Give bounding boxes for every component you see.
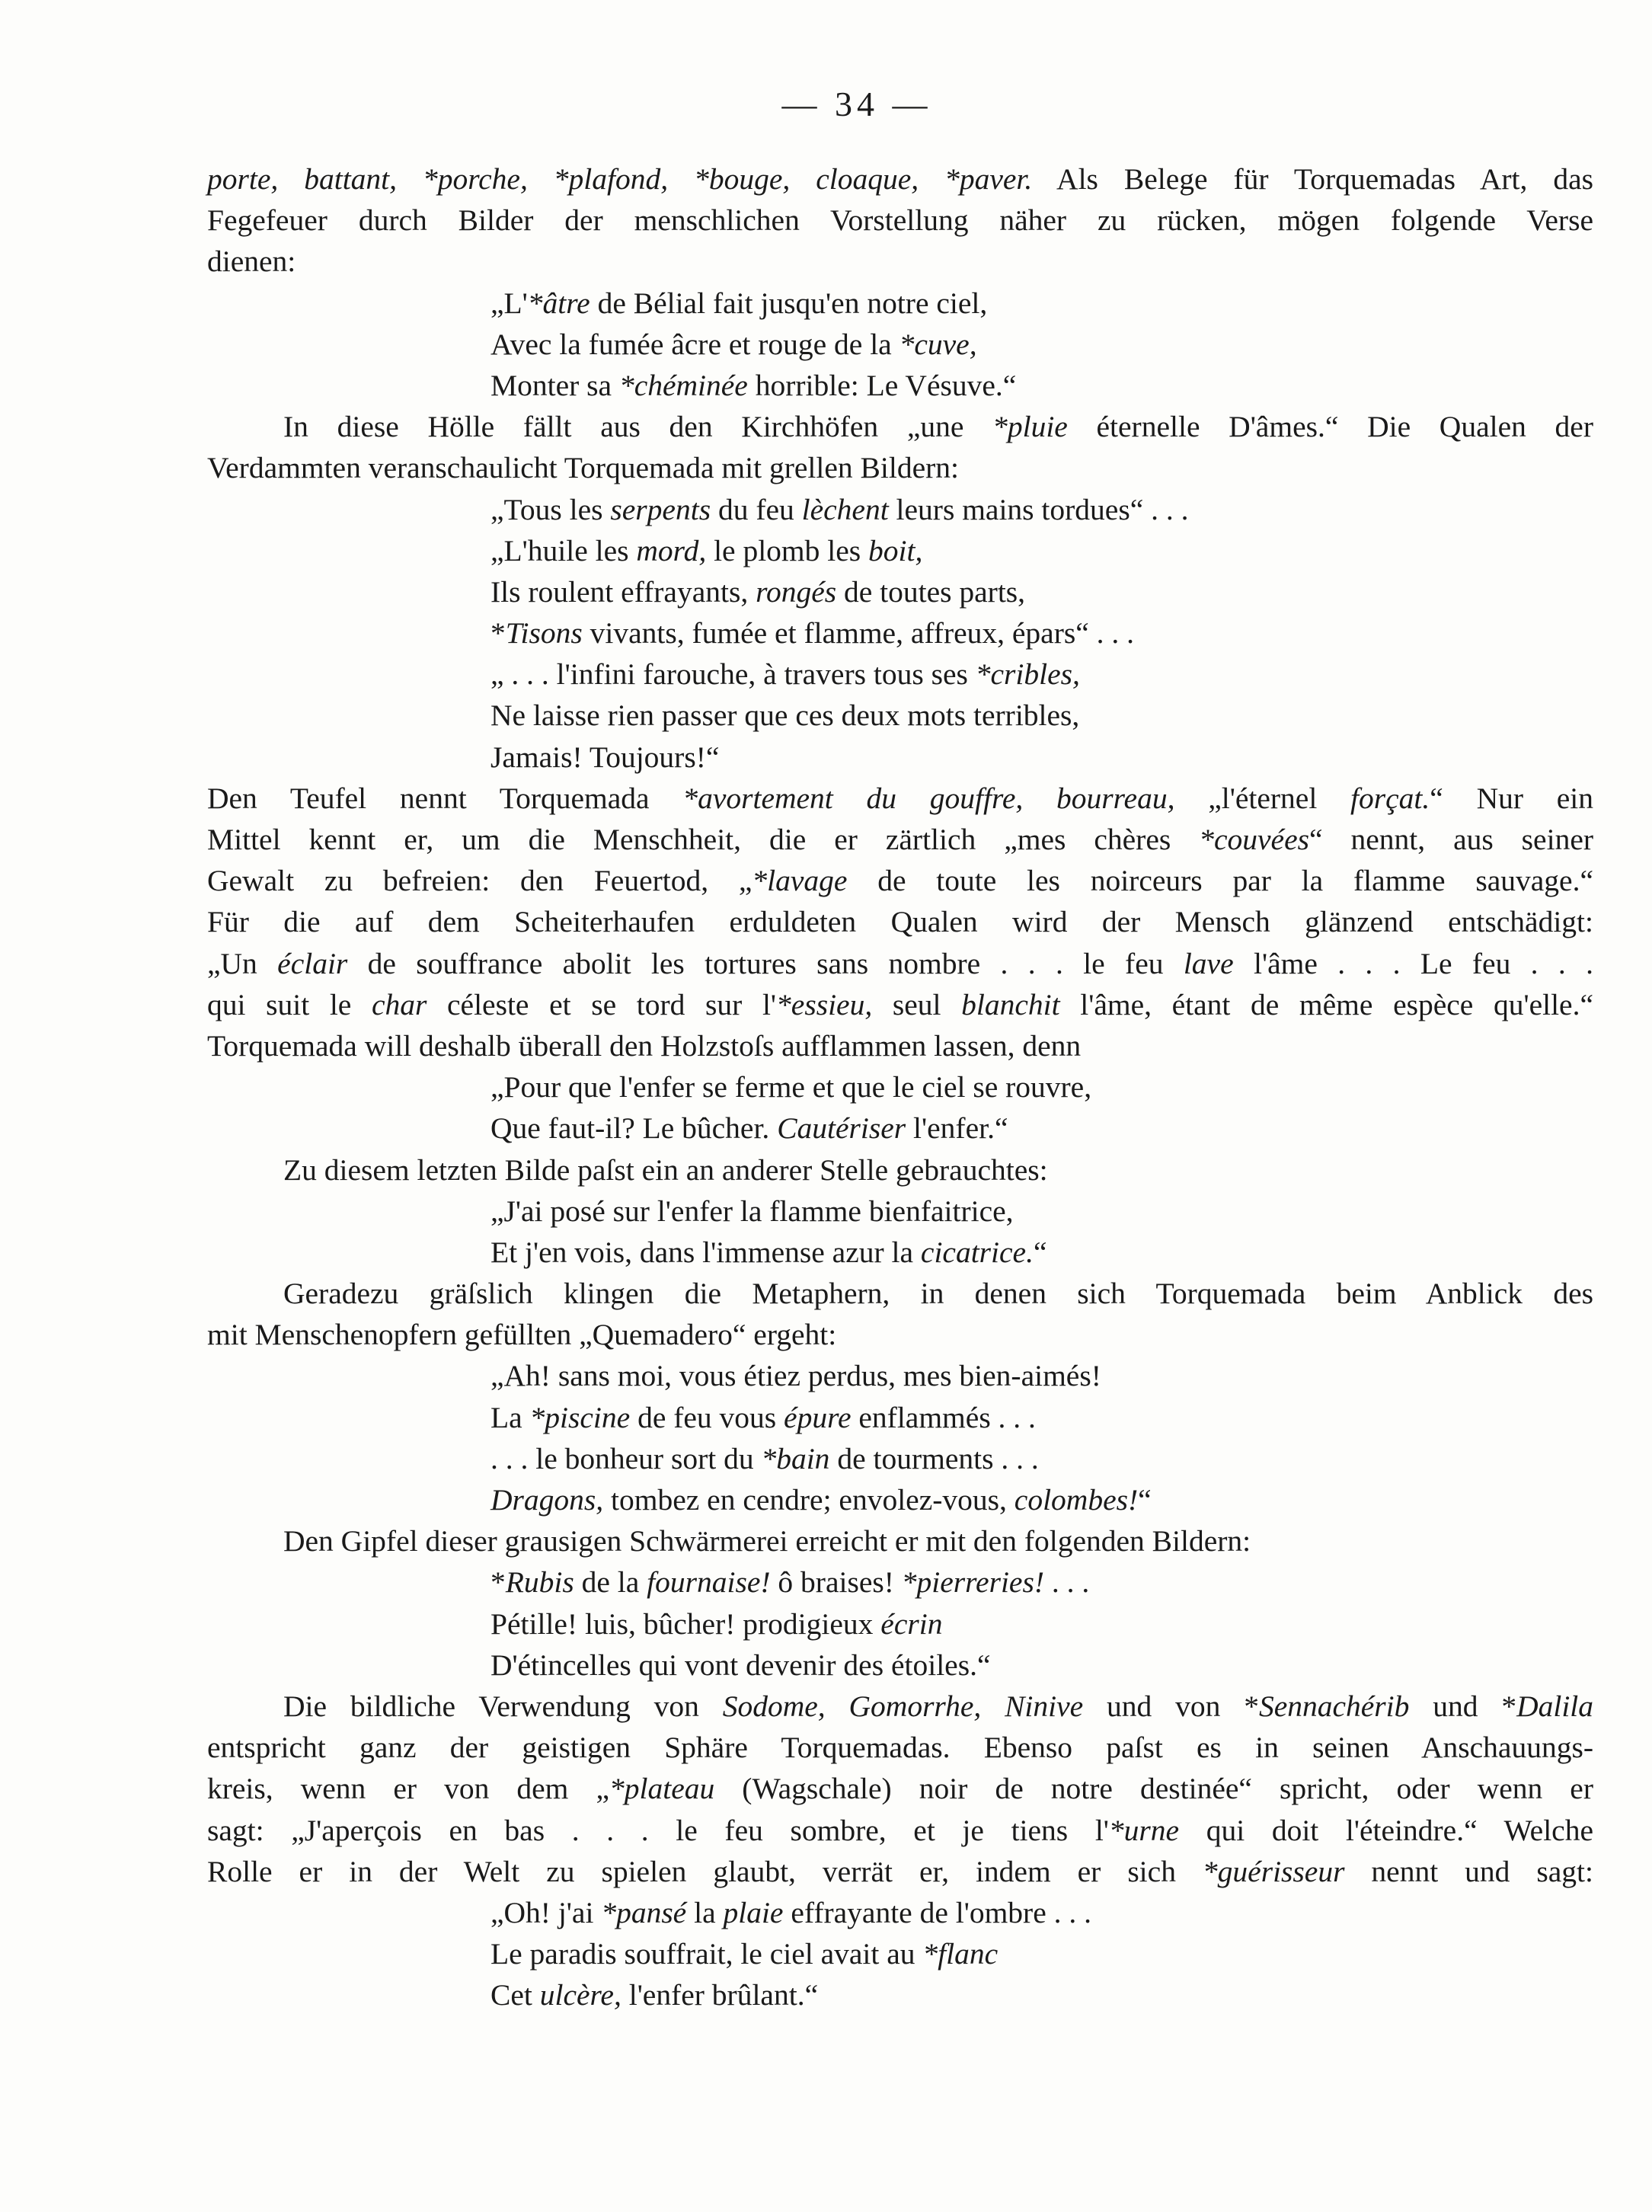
- text-segment: seul: [872, 987, 962, 1021]
- italic-text: écrin: [880, 1606, 943, 1641]
- text-line: [207, 1974, 1593, 2015]
- italic-text: serpents: [610, 492, 711, 526]
- italic-text: *pansé: [601, 1895, 687, 1929]
- text-segment: „J'ai posé sur l'enfer la flamme bienfaitrice,: [490, 1194, 1014, 1228]
- text-segment: Ils roulent effrayants,: [490, 574, 756, 609]
- text-segment: Monter sa: [490, 368, 619, 402]
- text-line: [207, 241, 1593, 282]
- text-line: [207, 530, 1593, 571]
- italic-text: blanchit: [961, 987, 1060, 1021]
- text-segment: Ne laisse rien passer que ces deux mots terribles,: [490, 698, 1080, 733]
- text-line: [207, 1562, 1593, 1603]
- text-segment: dienen:: [207, 245, 296, 279]
- text-line: [207, 1108, 1593, 1149]
- italic-text: porte, battant, *porche, *plafond, *bouge, cloaque, *paver.: [207, 162, 1033, 196]
- text-line: [207, 324, 1593, 365]
- text-segment: „Tous les: [490, 492, 611, 526]
- text-segment: „L': [490, 286, 528, 320]
- text-line: [207, 1520, 1593, 1562]
- text-segment: entspricht ganz der geistigen Sphäre Torquemadas. Ebenso paſst es in seinen Anschauungs-: [207, 1731, 1593, 1765]
- italic-text: *lavage: [752, 864, 848, 898]
- italic-text: *couvées: [1199, 823, 1309, 856]
- text-segment: La: [490, 1400, 530, 1434]
- text-segment: und von *: [1083, 1689, 1259, 1723]
- text-segment: Die bildliche Verwendung von: [283, 1689, 723, 1723]
- italic-text: colombes!: [1014, 1483, 1139, 1517]
- text-line: [207, 158, 1593, 200]
- text-segment: ô braises!: [770, 1565, 902, 1600]
- text-segment: de feu vous: [630, 1400, 784, 1434]
- text-segment: „L'huile les: [490, 533, 637, 567]
- text-segment: Den Teufel nennt Torquemada: [207, 781, 683, 815]
- italic-text: Rubis: [505, 1565, 574, 1600]
- italic-text: *essieu,: [776, 987, 873, 1021]
- italic-text: *pierreries!: [901, 1565, 1044, 1600]
- text-segment: l'âme . . . Le feu . . .: [1233, 946, 1593, 980]
- italic-text: Sennachérib: [1258, 1689, 1410, 1723]
- text-line: [207, 1149, 1593, 1191]
- text-line: [207, 571, 1593, 612]
- italic-text: cicatrice.: [920, 1235, 1034, 1269]
- italic-text: plaie: [723, 1895, 784, 1929]
- text-line: [207, 1603, 1593, 1645]
- text-segment: l'enfer brûlant.“: [621, 1978, 819, 2012]
- text-line: [207, 1397, 1593, 1438]
- text-segment: de toute les noirceurs par la flamme sauvage.“: [847, 864, 1593, 898]
- italic-text: *piscine: [529, 1400, 631, 1434]
- text-segment: vivants, fumée et flamme, affreux, épars“ . . .: [582, 616, 1135, 650]
- text-segment: *: [490, 616, 506, 650]
- italic-text: Dragons,: [490, 1483, 604, 1517]
- italic-text: *urne: [1108, 1813, 1180, 1847]
- text-segment: de toutes parts,: [836, 574, 1026, 609]
- text-segment: Mittel kennt er, um die Menschheit, die er zärtlich „mes chères: [207, 823, 1200, 856]
- text-segment: céleste et se tord sur l': [427, 987, 777, 1021]
- text-segment: “: [1033, 1235, 1047, 1269]
- text-segment: Avec la fumée âcre et rouge de la: [490, 327, 899, 361]
- text-segment: Et j'en vois, dans l'immense azur la: [490, 1235, 921, 1269]
- text-line: [207, 1727, 1593, 1768]
- text-segment: l'âme, étant de même espèce qu'elle.“: [1059, 987, 1593, 1021]
- italic-text: rongés: [756, 574, 837, 609]
- italic-text: *âtre: [527, 286, 590, 320]
- text-line: [207, 612, 1593, 654]
- text-line: [207, 1768, 1593, 1809]
- text-segment: „ . . . l'infini farouche, à travers tous ses: [490, 657, 976, 692]
- text-segment: „l'éternel: [1174, 781, 1351, 815]
- text-line: [207, 984, 1593, 1025]
- text-line: [207, 447, 1593, 488]
- text-segment: Pétille! luis, bûcher! prodigieux: [490, 1606, 881, 1641]
- text-segment: Rolle er in der Welt zu spielen glaubt, verrät er, indem er sich: [207, 1854, 1203, 1888]
- italic-text: mord,: [636, 533, 707, 567]
- text-segment: “ nennt, aus seiner: [1308, 823, 1593, 856]
- text-segment: sagt: „J'aperçois en bas . . . le feu sombre, et je tiens l': [207, 1813, 1109, 1847]
- text-line: [207, 1933, 1593, 1974]
- text-line: [207, 819, 1593, 860]
- text-segment: l'enfer.“: [906, 1111, 1008, 1146]
- text-segment: effrayante de l'ombre . . .: [783, 1895, 1091, 1929]
- text-segment: Cet: [490, 1978, 540, 2012]
- text-line: [207, 1645, 1593, 1686]
- italic-text: Sodome, Gomorrhe, Ninive: [722, 1689, 1084, 1723]
- text-segment: mit Menschenopfern gefüllten „Quemadero“ ergeht:: [207, 1318, 837, 1352]
- text-segment: tombez en cendre; envolez-vous,: [603, 1483, 1015, 1517]
- text-segment: . . .: [1044, 1565, 1090, 1600]
- text-line: [207, 1273, 1593, 1314]
- text-segment: . . . le bonheur sort du: [490, 1441, 762, 1475]
- text-segment: nennt und sagt:: [1344, 1854, 1593, 1888]
- italic-text: *bain: [761, 1441, 830, 1475]
- text-segment: “: [1138, 1483, 1152, 1517]
- page-body-text: [207, 158, 1593, 2015]
- text-segment: In diese Hölle fällt aus den Kirchhöfen „une: [283, 410, 993, 444]
- text-line: [207, 1479, 1593, 1520]
- italic-text: *guérisseur: [1202, 1854, 1345, 1888]
- text-segment: de souffrance abolit les tortures sans nombre . . . le feu: [347, 946, 1184, 980]
- text-line: [207, 695, 1593, 736]
- text-segment: horrible: Le Vésuve.“: [747, 368, 1017, 402]
- text-line: [207, 1892, 1593, 1933]
- italic-text: *pluie: [992, 410, 1068, 444]
- italic-text: Dalila: [1516, 1689, 1594, 1723]
- text-segment: „Oh! j'ai: [490, 1895, 602, 1929]
- text-segment: „Pour que l'enfer se ferme et que le ciel se rouvre,: [490, 1070, 1092, 1104]
- text-line: [207, 1355, 1593, 1396]
- text-segment: Für die auf dem Scheiterhaufen erduldeten Qualen wird der Mensch glänzend entschädigt:: [207, 905, 1593, 939]
- text-segment: Den Gipfel dieser grausigen Schwärmerei erreicht er mit den folgenden Bildern:: [283, 1524, 1251, 1558]
- text-segment: D'étincelles qui vont devenir des étoiles.“: [490, 1648, 991, 1682]
- text-segment: Jamais! Toujours!“: [490, 740, 720, 774]
- italic-text: *chéminée: [618, 368, 748, 402]
- text-segment: und *: [1409, 1689, 1517, 1723]
- italic-text: fournaise!: [647, 1565, 771, 1600]
- text-segment: kreis, wenn er von dem „: [207, 1772, 609, 1806]
- italic-text: *avortement du gouffre, bourreau,: [682, 781, 1175, 815]
- text-segment: Verdammten veranschaulicht Torquemada mit grellen Bildern:: [207, 451, 959, 485]
- italic-text: lèchent: [801, 492, 889, 526]
- italic-text: forçat.: [1350, 781, 1430, 815]
- text-segment: Le paradis souffrait, le ciel avait au: [490, 1937, 923, 1971]
- text-line: [207, 489, 1593, 530]
- text-segment: Zu diesem letzten Bilde paſst ein an anderer Stelle gebrauchtes:: [283, 1152, 1048, 1187]
- text-line: [207, 1686, 1593, 1727]
- text-line: [207, 1314, 1593, 1355]
- text-line: [207, 1232, 1593, 1273]
- text-line: [207, 1810, 1593, 1851]
- text-segment: Torquemada will deshalb überall den Holzstoſs aufflammen lassen, denn: [207, 1028, 1082, 1063]
- text-segment: *: [490, 1565, 506, 1600]
- text-line: [207, 654, 1593, 695]
- text-segment: “ Nur ein: [1430, 781, 1594, 815]
- text-line: [207, 778, 1593, 819]
- italic-text: ulcère,: [539, 1978, 621, 2012]
- text-segment: de Bélial fait jusqu'en notre ciel,: [590, 286, 988, 320]
- text-line: [207, 1191, 1593, 1232]
- text-line: [207, 406, 1593, 447]
- text-segment: Que faut-il? Le bûcher.: [490, 1111, 778, 1146]
- text-segment: Geradezu gräſslich klingen die Metaphern, in denen sich Torquemada beim Anblick des: [283, 1277, 1593, 1311]
- text-segment: Gewalt zu befreien: den Feuertod, „: [207, 864, 753, 898]
- text-line: [207, 1025, 1593, 1066]
- text-segment: „Un: [207, 946, 278, 980]
- italic-text: *flanc: [922, 1937, 999, 1971]
- italic-text: Cautériser: [777, 1111, 906, 1146]
- italic-text: char: [371, 987, 427, 1021]
- italic-text: *cribles,: [975, 657, 1080, 692]
- text-segment: qui doit l'éteindre.“ Welche: [1179, 1813, 1593, 1847]
- text-segment: du feu: [711, 492, 802, 526]
- text-line: [207, 283, 1593, 324]
- text-segment: le plomb les: [706, 533, 869, 567]
- page-number: — 34 —: [781, 85, 932, 123]
- text-segment: leurs mains tordues“ . . .: [888, 492, 1189, 526]
- text-line: [207, 1438, 1593, 1479]
- text-line: [207, 901, 1593, 942]
- italic-text: Tisons: [505, 616, 583, 650]
- italic-text: *plateau: [609, 1772, 715, 1806]
- text-segment: enflammés . . .: [851, 1400, 1036, 1434]
- text-line: [207, 200, 1593, 241]
- text-line: [207, 365, 1593, 406]
- text-segment: Fegefeuer durch Bilder der menschlichen Vorstellung näher zu rücken, mögen folgende Verse: [207, 203, 1593, 238]
- italic-text: épure: [784, 1400, 852, 1434]
- text-segment: qui suit le: [207, 987, 372, 1021]
- italic-text: éclair: [277, 946, 348, 980]
- text-line: [207, 943, 1593, 984]
- text-line: [207, 1851, 1593, 1892]
- text-segment: de la: [574, 1565, 647, 1600]
- text-line: [207, 1066, 1593, 1108]
- text-segment: Als Belege für Torquemadas Art, das: [1032, 162, 1593, 196]
- text-segment: éternelle D'âmes.“ Die Qualen der: [1067, 410, 1593, 444]
- italic-text: boit,: [868, 533, 923, 567]
- text-segment: la: [686, 1895, 724, 1929]
- italic-text: lave: [1183, 946, 1234, 980]
- text-segment: „Ah! sans moi, vous étiez perdus, mes bien-aimés!: [490, 1359, 1101, 1393]
- text-segment: (Wagschale) noir de notre destinée“ spricht, oder wenn er: [714, 1772, 1593, 1806]
- text-line: [207, 737, 1593, 778]
- text-segment: de tourments . . .: [829, 1441, 1039, 1475]
- text-line: [207, 860, 1593, 901]
- italic-text: *cuve,: [899, 327, 977, 361]
